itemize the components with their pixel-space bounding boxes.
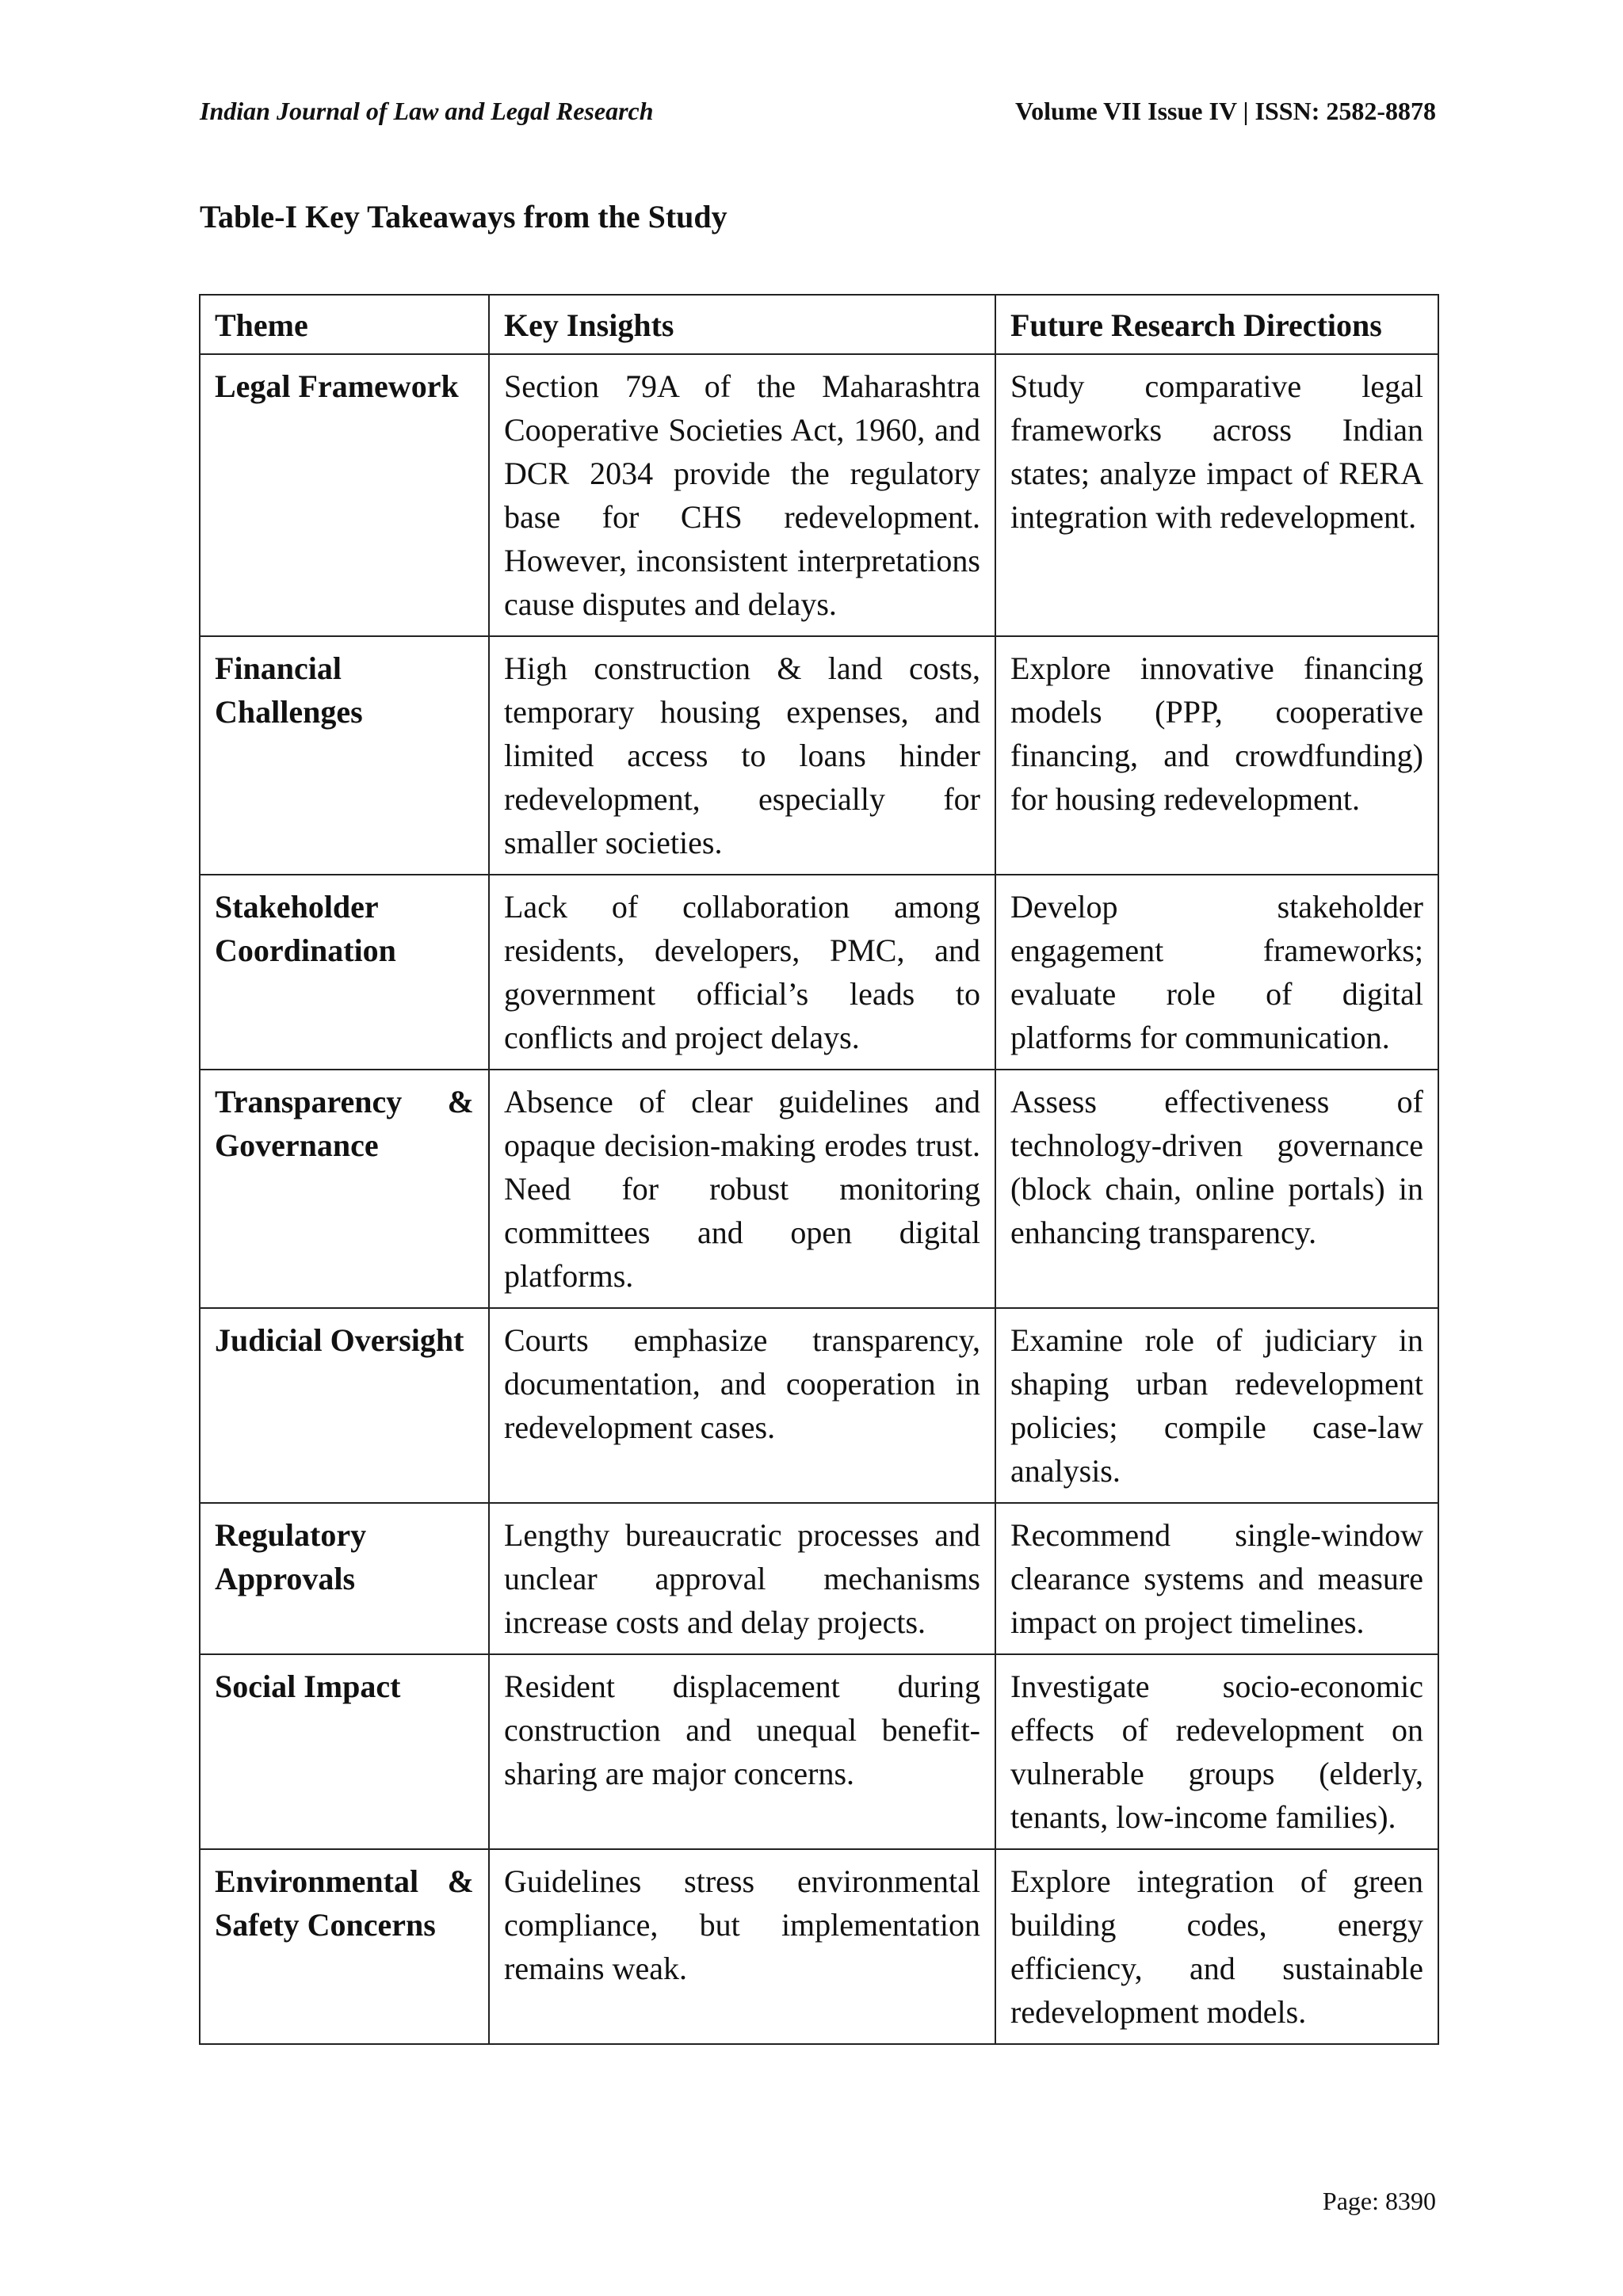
theme-cell: Stakeholder Coordination bbox=[200, 875, 489, 1070]
future-cell: Examine role of judiciary in shaping urban redevelopment policies; compile case-law analysis. bbox=[995, 1308, 1438, 1503]
running-header bbox=[200, 97, 1436, 126]
table-row bbox=[200, 1849, 1438, 2044]
column-header-key-insights: Key Insights bbox=[489, 295, 995, 354]
future-cell: Assess effectiveness of technology-driven governance (block chain, online portals) in enhancing transparency. bbox=[995, 1070, 1438, 1308]
future-cell: Recommend single-window clearance systems and measure impact on project timelines. bbox=[995, 1503, 1438, 1654]
theme-cell: Judicial Oversight bbox=[200, 1308, 489, 1503]
table-row bbox=[200, 636, 1438, 875]
insight-cell: High construction & land costs, temporary housing expenses, and limited access to loans hinder redevelopment, especially for smaller societies. bbox=[489, 636, 995, 875]
table-row bbox=[200, 354, 1438, 636]
future-cell: Study comparative legal frameworks across Indian states; analyze impact of RERA integration with redevelopment. bbox=[995, 354, 1438, 636]
column-header-future-research: Future Research Directions bbox=[995, 295, 1438, 354]
column-header-theme: Theme bbox=[200, 295, 489, 354]
insight-cell: Courts emphasize transparency, documentation, and cooperation in redevelopment cases. bbox=[489, 1308, 995, 1503]
future-cell: Develop stakeholder engagement frameworks; evaluate role of digital platforms for communication. bbox=[995, 875, 1438, 1070]
insight-cell: Section 79A of the Maharashtra Cooperative Societies Act, 1960, and DCR 2034 provide the regulatory base for CHS redevelopment. However, inconsistent interpretations cause disputes and delays. bbox=[489, 354, 995, 636]
table-title: Table-I Key Takeaways from the Study bbox=[200, 199, 727, 235]
table-header-row bbox=[200, 295, 1438, 354]
insight-cell: Lack of collaboration among residents, developers, PMC, and government official’s leads to conflicts and project delays. bbox=[489, 875, 995, 1070]
theme-cell: Legal Framework bbox=[200, 354, 489, 636]
key-takeaways-table bbox=[199, 294, 1439, 2045]
table-row bbox=[200, 1070, 1438, 1308]
future-cell: Explore integration of green building codes, energy efficiency, and sustainable redevelopment models. bbox=[995, 1849, 1438, 2044]
insight-cell: Lengthy bureaucratic processes and unclear approval mechanisms increase costs and delay projects. bbox=[489, 1503, 995, 1654]
table-row bbox=[200, 875, 1438, 1070]
theme-cell: Financial Challenges bbox=[200, 636, 489, 875]
journal-name: Indian Journal of Law and Legal Research bbox=[200, 97, 654, 125]
theme-cell: Social Impact bbox=[200, 1654, 489, 1849]
table-row bbox=[200, 1503, 1438, 1654]
future-cell: Explore innovative financing models (PPP, cooperative financing, and crowdfunding) for housing redevelopment. bbox=[995, 636, 1438, 875]
volume-issn: Volume VII Issue IV | ISSN: 2582-8878 bbox=[1014, 97, 1436, 125]
insight-cell: Absence of clear guidelines and opaque decision-making erodes trust. Need for robust monitoring committees and open digital platforms. bbox=[489, 1070, 995, 1308]
future-cell: Investigate socio-economic effects of redevelopment on vulnerable groups (elderly, tenants, low-income families). bbox=[995, 1654, 1438, 1849]
theme-cell: Regulatory Approvals bbox=[200, 1503, 489, 1654]
insight-cell: Resident displacement during construction and unequal benefit-sharing are major concerns. bbox=[489, 1654, 995, 1849]
page-number: Page: 8390 bbox=[1322, 2187, 1436, 2215]
insight-cell: Guidelines stress environmental compliance, but implementation remains weak. bbox=[489, 1849, 995, 2044]
theme-cell: Transparency & Governance bbox=[200, 1070, 489, 1308]
table-row bbox=[200, 1308, 1438, 1503]
table-row bbox=[200, 1654, 1438, 1849]
theme-cell: Environmental & Safety Concerns bbox=[200, 1849, 489, 2044]
